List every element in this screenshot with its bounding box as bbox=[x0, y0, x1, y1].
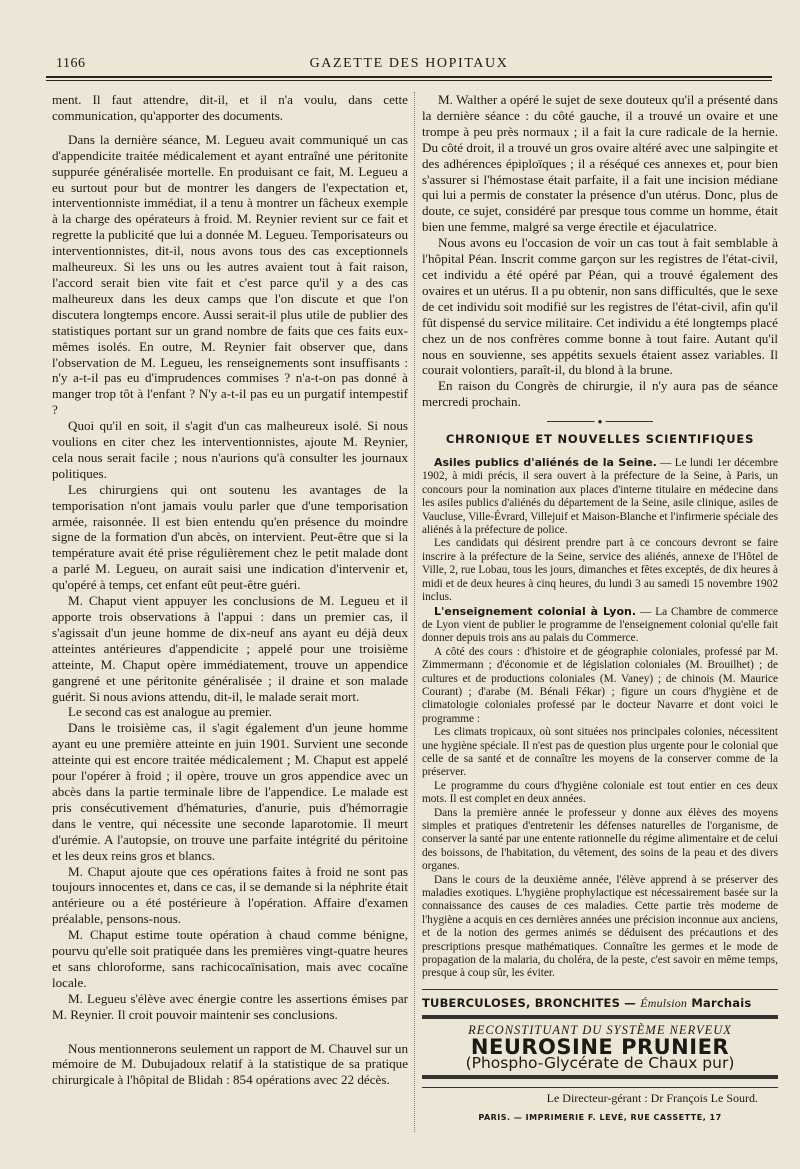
news-item bbox=[422, 726, 778, 780]
news-item bbox=[422, 874, 778, 981]
news-text: Les climats tropicaux, où sont situées nos principales colonies, nécessitent une hygiène spéciale. Il n'est pas de question plus urgente pour le colonial que celle de sa santé et de connaître les moyens de la conserver comme de la préserver. bbox=[422, 726, 778, 779]
advert-bar bbox=[422, 1015, 778, 1019]
advert-product-name: NEUROSINE PRUNIER bbox=[470, 1034, 730, 1059]
news-text: A côté des cours : d'histoire et de géographie coloniales, professé par M. Zimmermann ; d'économie et de législation coloniales (M. Brouilhet) ; de cultures et de productions coloniales (M. Vaney) ; de chinois (M. Maurice Courant) ; d'arabe (M. Bénali Fékar) ; figure un cours d'hygiène et de climatologie coloniales professé par le docteur Navarre et dont voici le programme : bbox=[422, 645, 778, 725]
news-item bbox=[422, 537, 778, 604]
news-item bbox=[422, 807, 778, 874]
printer-imprint: PARIS. — IMPRIMERIE F. LEVÉ, RUE CASSETTE, 17 bbox=[478, 1113, 722, 1123]
advert-product-formula: (Phospho-Glycérate de Chaux pur) bbox=[465, 1053, 735, 1072]
paragraph: Dans la dernière séance, M. Legueu avait communiqué un cas d'appendicite traitée médicalement et ayant entraîné une péritonite suppurée généralisée mortelle. En produisant ce fait, M. Legueu a eu surtout pour but de montrer les dangers de l'expectation et, interventionniste immédiat, il a tenu à montrer un fâcheux exemple à la charge des opérateurs à froid. M. Reynier revient sur ce fait et regrette la publicité que lui a donnée M. Legueu. Temporisateurs ou interventionnistes, dit-il, nous avons tous des cas exceptionnels malheureux. Si les uns ou les autres avaient tout à fait raison, l'accord serait bien vite fait et c'est parce qu'il y a des cas malheureux dans les deux camps que l'on discute et que l'on discutera longtemps encore. Aussi serait-il plus utile de publier des statistiques portant sur un grand nombre de faits que ces faits eux-mêmes isolés. En outre, M. Reynier fait observer que, dans l'observation de M. Legueu, les renseignements sont insuffisants : n'y a-t-il pas eu d'imprudences commises ? n'a-t-on pas donné à manger trop tôt à l'enfant ? N'y a-t-il pas eu un purgatif intempestif ? bbox=[52, 131, 408, 418]
paragraph: ment. Il faut attendre, dit-il, et il n'a voulu, dans cette communication, qu'apporter des documents. bbox=[52, 92, 408, 123]
news-item bbox=[422, 605, 778, 646]
news-headline: Asiles publics d'aliénés de la Seine. bbox=[434, 456, 657, 470]
page-number: 1166 bbox=[56, 56, 86, 71]
paragraph: M. Walther a opéré le sujet de sexe douteux qu'il a présenté dans la dernière séance : du côté gauche, il a trouvé un ovaire et une trompe à peu près normaux ; il a fait la cure radicale de la hernie. Du côté droit, il a trouvé un gros ovaire altéré avec une salpingite et des adhérences épiploïques ; il a réséqué ces annexes et, pour bien s'assurer si l'hémostase était parfaite, il a fait une incision médiane qui lui a permis de constater la présence d'un utérus. Donc, plus de doute, ce sujet, considéré par presque tous comme un homme, était bien une femme, malgré sa verge érectile et éjaculatrice. bbox=[422, 92, 778, 235]
column-separator bbox=[414, 92, 415, 1132]
news-headline: L'enseignement colonial à Lyon. bbox=[434, 604, 637, 618]
header-rule-thin bbox=[46, 80, 772, 81]
paragraph: M. Chaput ajoute que ces opérations faites à froid ne sont pas toujours innocentes et, dans ce cas, il se demande si la néphrite était antérieure ou a été postérieure à l'opération. Affaire d'examen préalable, pensons-nous. bbox=[52, 863, 408, 927]
advert-bar-bottom bbox=[422, 1075, 778, 1079]
news-item bbox=[422, 456, 778, 537]
paragraph: M. Chaput estime toute opération à chaud comme bénigne, pourvu qu'elle soit pratiquée dans les premières vingt-quatre heures et sans chloroforme, sans rachicocaïnisation, mais avec cocaïne locale. bbox=[52, 927, 408, 990]
paragraph: Nous avons eu l'occasion de voir un cas tout à fait semblable à l'hôpital Péan. Inscrit comme garçon sur les registres de l'état-civil, cet individu a été opéré par Péan, qui a trouvé également des ovaires et un utérus. Il a pu obtenir, non sans difficultés, que le sexe de cet individu soit modifié sur les registres de l'état-civil, afin qu'il fût dispensé du service militaire. Cet individu a été longtemps placé chez un de nos confrères comme bonne à tout faire. Autant qu'il nous en souvienne, ses appétits sexuels étaient assez variables. Il courait volontiers, paraît-il, du blond à la brune. bbox=[422, 235, 778, 378]
news-section bbox=[422, 456, 778, 981]
advert-top-rule bbox=[422, 989, 778, 990]
news-item bbox=[422, 646, 778, 726]
paragraph: M. Chaput vient appuyer les conclusions de M. Legueu et il apporte trois observations à l'appui : dans un premier cas, il s'agissait d'un jeune homme de dix-neuf ans ayant eu déjà deux atteintes antérieures d'appendicite ; appelé pour une troisième atteinte, M. Chaput opère immédiatement, trouve un appendice gangrené et une péritonite généralisée ; il draine et son malade guérit. Si nous avions attendu, dit-il, le malade serait mort. bbox=[52, 593, 408, 704]
news-text: Les candidats qui désirent prendre part à ce concours devront se faire inscrire à la préfecture de la Seine, service des aliénés, annexe de l'Hôtel de Ville, 2, rue Lobau, tous les jours, dimanches et fêtes exceptés, de dix heures à midi et de deux heures à cinq heures, du lundi 3 au samedi 15 novembre 1902 inclus. bbox=[422, 537, 778, 604]
paragraph: Le second cas est analogue au premier. bbox=[68, 704, 272, 720]
chronicle-title: CHRONIQUE ET NOUVELLES SCIENTIFIQUES bbox=[445, 432, 755, 447]
news-text: — La Chambre de commerce de Lyon vient de publier le programme de l'enseignement colonial qu'elle fait donner depuis trois ans au palais du Commerce. bbox=[422, 605, 778, 645]
news-text: Dans le cours de la deuxième année, l'élève apprend à se préserver des maladies exotiques. L'hygiène prophylactique est nécessairement basée sur la connaissance des causes de ces maladies. Cette partie très moderne de l'hygiène a acquis en ces dernières années une précision inconnue aux anciens, et de la notion des germes animés se déduisent des précautions et des prescriptions presque mathématiques. Connaître les germes et le mode de propagation de la malaria, du choléra, de la peste, c'est savoir en même temps, presque à coup sûr, les éviter. bbox=[422, 873, 778, 980]
right-column bbox=[422, 92, 778, 1137]
news-item bbox=[422, 780, 778, 807]
advert-subtitle: RECONSTITUANT DU SYSTÈME NERVEUX bbox=[468, 1022, 732, 1037]
page-footer bbox=[422, 1087, 778, 1127]
advertisement bbox=[422, 996, 778, 1079]
news-text: Le programme du cours d'hygiène coloniale est tout entier en ces deux mots. Il est complet en deux années. bbox=[422, 779, 778, 806]
advert-tagline: TUBERCULOSES, BRONCHITES — Émulsion Marchais bbox=[422, 995, 752, 1010]
left-column bbox=[52, 92, 408, 1137]
page-header bbox=[46, 52, 772, 76]
news-text: — Le lundi 1er décembre 1902, à midi précis, il sera ouvert à la préfecture de la Seine, à Paris, un concours pour la nomination aux places d'interne titulaire en médecine dans les asiles publics d'aliénés du département de la Seine, asile clinique, asiles de Vaucluse, Ville-Évrard, Villejuif et Maison-Blanche et l'infirmerie spéciale des aliénés à la préfecture de police. bbox=[422, 457, 778, 537]
paragraph: Dans le troisième cas, il s'agit également d'un jeune homme ayant eu une première atteinte en juin 1901. Survient une seconde atteinte qui est encore traitée médicalement ; M. Chaput est appelé pour l'opérer à froid ; il opère, trouve un gros appendice avec un abcès dans la partie terminale libre de l'appendice. Le malade est pris consécutivement d'hématuries, d'anurie, puis d'hémorragie dans le ventre, qui nécessite une seconde laparotomie. Il meurt d'urémie. A l'autopsie, on trouve une parfaite intégrité du péritoine et les deux reins gros et blancs. bbox=[52, 720, 408, 863]
paragraph: M. Legueu s'élève avec énergie contre les assertions émises par M. Reynier. Il croit pouvoir maintenir ses conclusions. bbox=[52, 990, 408, 1022]
directeur-gerant: Le Directeur-gérant : Dr François Le Sourd. bbox=[546, 1090, 758, 1105]
header-rule bbox=[46, 76, 772, 78]
news-text: Dans la première année le professeur y donne aux élèves des moyens simples et pratiques d'entretenir les défenses naturelles de l'organisme, de conserver la santé par une entente rationnelle du régime alimentaire et de celui des boissons, de l'habitation, du vêtement, des soins de la peau et des divers organes. bbox=[422, 806, 778, 873]
paragraph: En raison du Congrès de chirurgie, il n'y aura pas de séance mercredi prochain. bbox=[422, 378, 778, 410]
section-divider bbox=[422, 416, 778, 428]
paragraph: Nous mentionnerons seulement un rapport de M. Chauvel sur un mémoire de M. Dubujadoux relatif à la statistique de sa pratique chirurgicale à l'hôpital de Blidah : 854 opérations avec 22 décès. bbox=[52, 1040, 408, 1088]
paragraph: Les chirurgiens qui ont soutenu les avantages de la temporisation n'ont jamais voulu parler que d'une temporisation armée, raisonnée. Il est bien entendu qu'en présence du moindre signe de la formation d'un abcès, on intervient. Peut-être que si la température avait été prise régulièrement chez le petit malade dont a parlé M. Legueu, on aurait saisi une indication d'intervenir et, qu'opéré à temps, cet enfant eût peut-être guéri. bbox=[52, 481, 408, 593]
journal-title: GAZETTE DES HOPITAUX bbox=[309, 56, 509, 71]
paragraph: Quoi qu'il en soit, il s'agit d'un cas malheureux isolé. Si nous voulions en citer chez les interventionnistes, ajoute M. Reynier, cela nous serait facile ; nous n'aurions qu'à consulter les journaux politiques. bbox=[52, 418, 408, 481]
